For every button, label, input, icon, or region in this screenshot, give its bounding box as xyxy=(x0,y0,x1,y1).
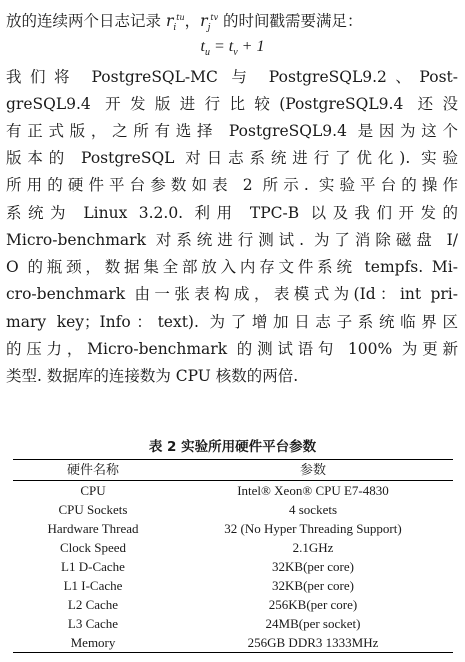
cell-value: 32KB(per core) xyxy=(272,578,354,593)
text-line: greSQL9.4 开发版进行比较(PostgreSQL9.4 还没 xyxy=(6,95,458,113)
cell-name: Clock Speed xyxy=(59,540,127,555)
cell-value: 24MB(per socket) xyxy=(265,616,361,631)
text-line: 类型. 数据库的连接数为 CPU 核数的两倍. xyxy=(6,367,299,385)
text-line: O 的瓶颈，数据集全部放入内存文件系统 tempfs. Mi- xyxy=(6,258,458,276)
cell-name: L1 D-Cache xyxy=(61,559,125,574)
text-line: 我们将 PostgreSQL-MC 与 PostgreSQL9.2、Post- xyxy=(6,68,458,86)
text-line-intro xyxy=(6,8,458,38)
table-row xyxy=(13,538,453,557)
cell-value: 32 (No Hyper Threading Support) xyxy=(224,521,402,536)
table-row xyxy=(13,557,453,576)
table-row xyxy=(13,500,453,519)
cell-name: L1 I-Cache xyxy=(63,578,123,593)
cell-value: 256KB(per core) xyxy=(268,597,358,612)
table-header-row xyxy=(13,460,453,481)
cell-name: CPU Sockets xyxy=(58,502,128,517)
table-row xyxy=(13,481,453,500)
cell-value: 32KB(per core) xyxy=(272,559,354,574)
text-line: 系统为 Linux 3.2.0. 利用 TPC-B 以及我们开发的 xyxy=(6,204,458,222)
text-line: mary key；Info：text). 为了增加日志子系统临界区 xyxy=(6,313,458,331)
hardware-table xyxy=(13,459,453,653)
text-line: cro-benchmark 由一张表构成，表模式为(Id：int pri- xyxy=(6,285,458,303)
text-line: 的压力，Micro-benchmark 的测试语句 100% 为更新 xyxy=(6,340,458,358)
header-parameter: 参数 xyxy=(299,462,326,477)
cell-name: Hardware Thread xyxy=(47,521,139,536)
table-title: 表 2 实验所用硬件平台参数 xyxy=(148,439,317,455)
intro-text: 放的连续两个日志记录 $r_i^{tu}$，$r_j^{tv}$ 的时间戳需要满足： xyxy=(6,12,363,34)
table-row xyxy=(13,614,453,633)
formula-text: $t_u = t_v + 1$ xyxy=(200,38,265,59)
cell-name: CPU xyxy=(80,483,106,498)
timestamp-formula xyxy=(0,38,465,58)
cell-value: 256GB DDR3 1333MHz xyxy=(247,635,379,650)
cell-value: Intel® Xeon® CPU E7-4830 xyxy=(237,483,389,498)
cell-name: Memory xyxy=(70,635,116,650)
cell-name: L2 Cache xyxy=(67,597,119,612)
text-line: 版本的 PostgreSQL 对日志系统进行了优化). 实验 xyxy=(6,149,458,167)
text-line: Micro-benchmark 对系统进行测试. 为了消除磁盘 I/ xyxy=(6,231,458,249)
text-line: 所用的硬件平台参数如表 2 所示. 实验平台的操作 xyxy=(6,176,458,194)
table-row xyxy=(13,633,453,652)
table-row xyxy=(13,519,453,538)
table-row xyxy=(13,595,453,614)
cell-value: 4 sockets xyxy=(288,502,338,517)
text-line: 有正式版，之所有选择 PostgreSQL9.4 是因为这个 xyxy=(6,122,458,140)
cell-name: L3 Cache xyxy=(67,616,119,631)
cell-value: 2.1GHz xyxy=(292,540,334,555)
header-hardware-name: 硬件名称 xyxy=(66,462,119,477)
table-row xyxy=(13,576,453,595)
